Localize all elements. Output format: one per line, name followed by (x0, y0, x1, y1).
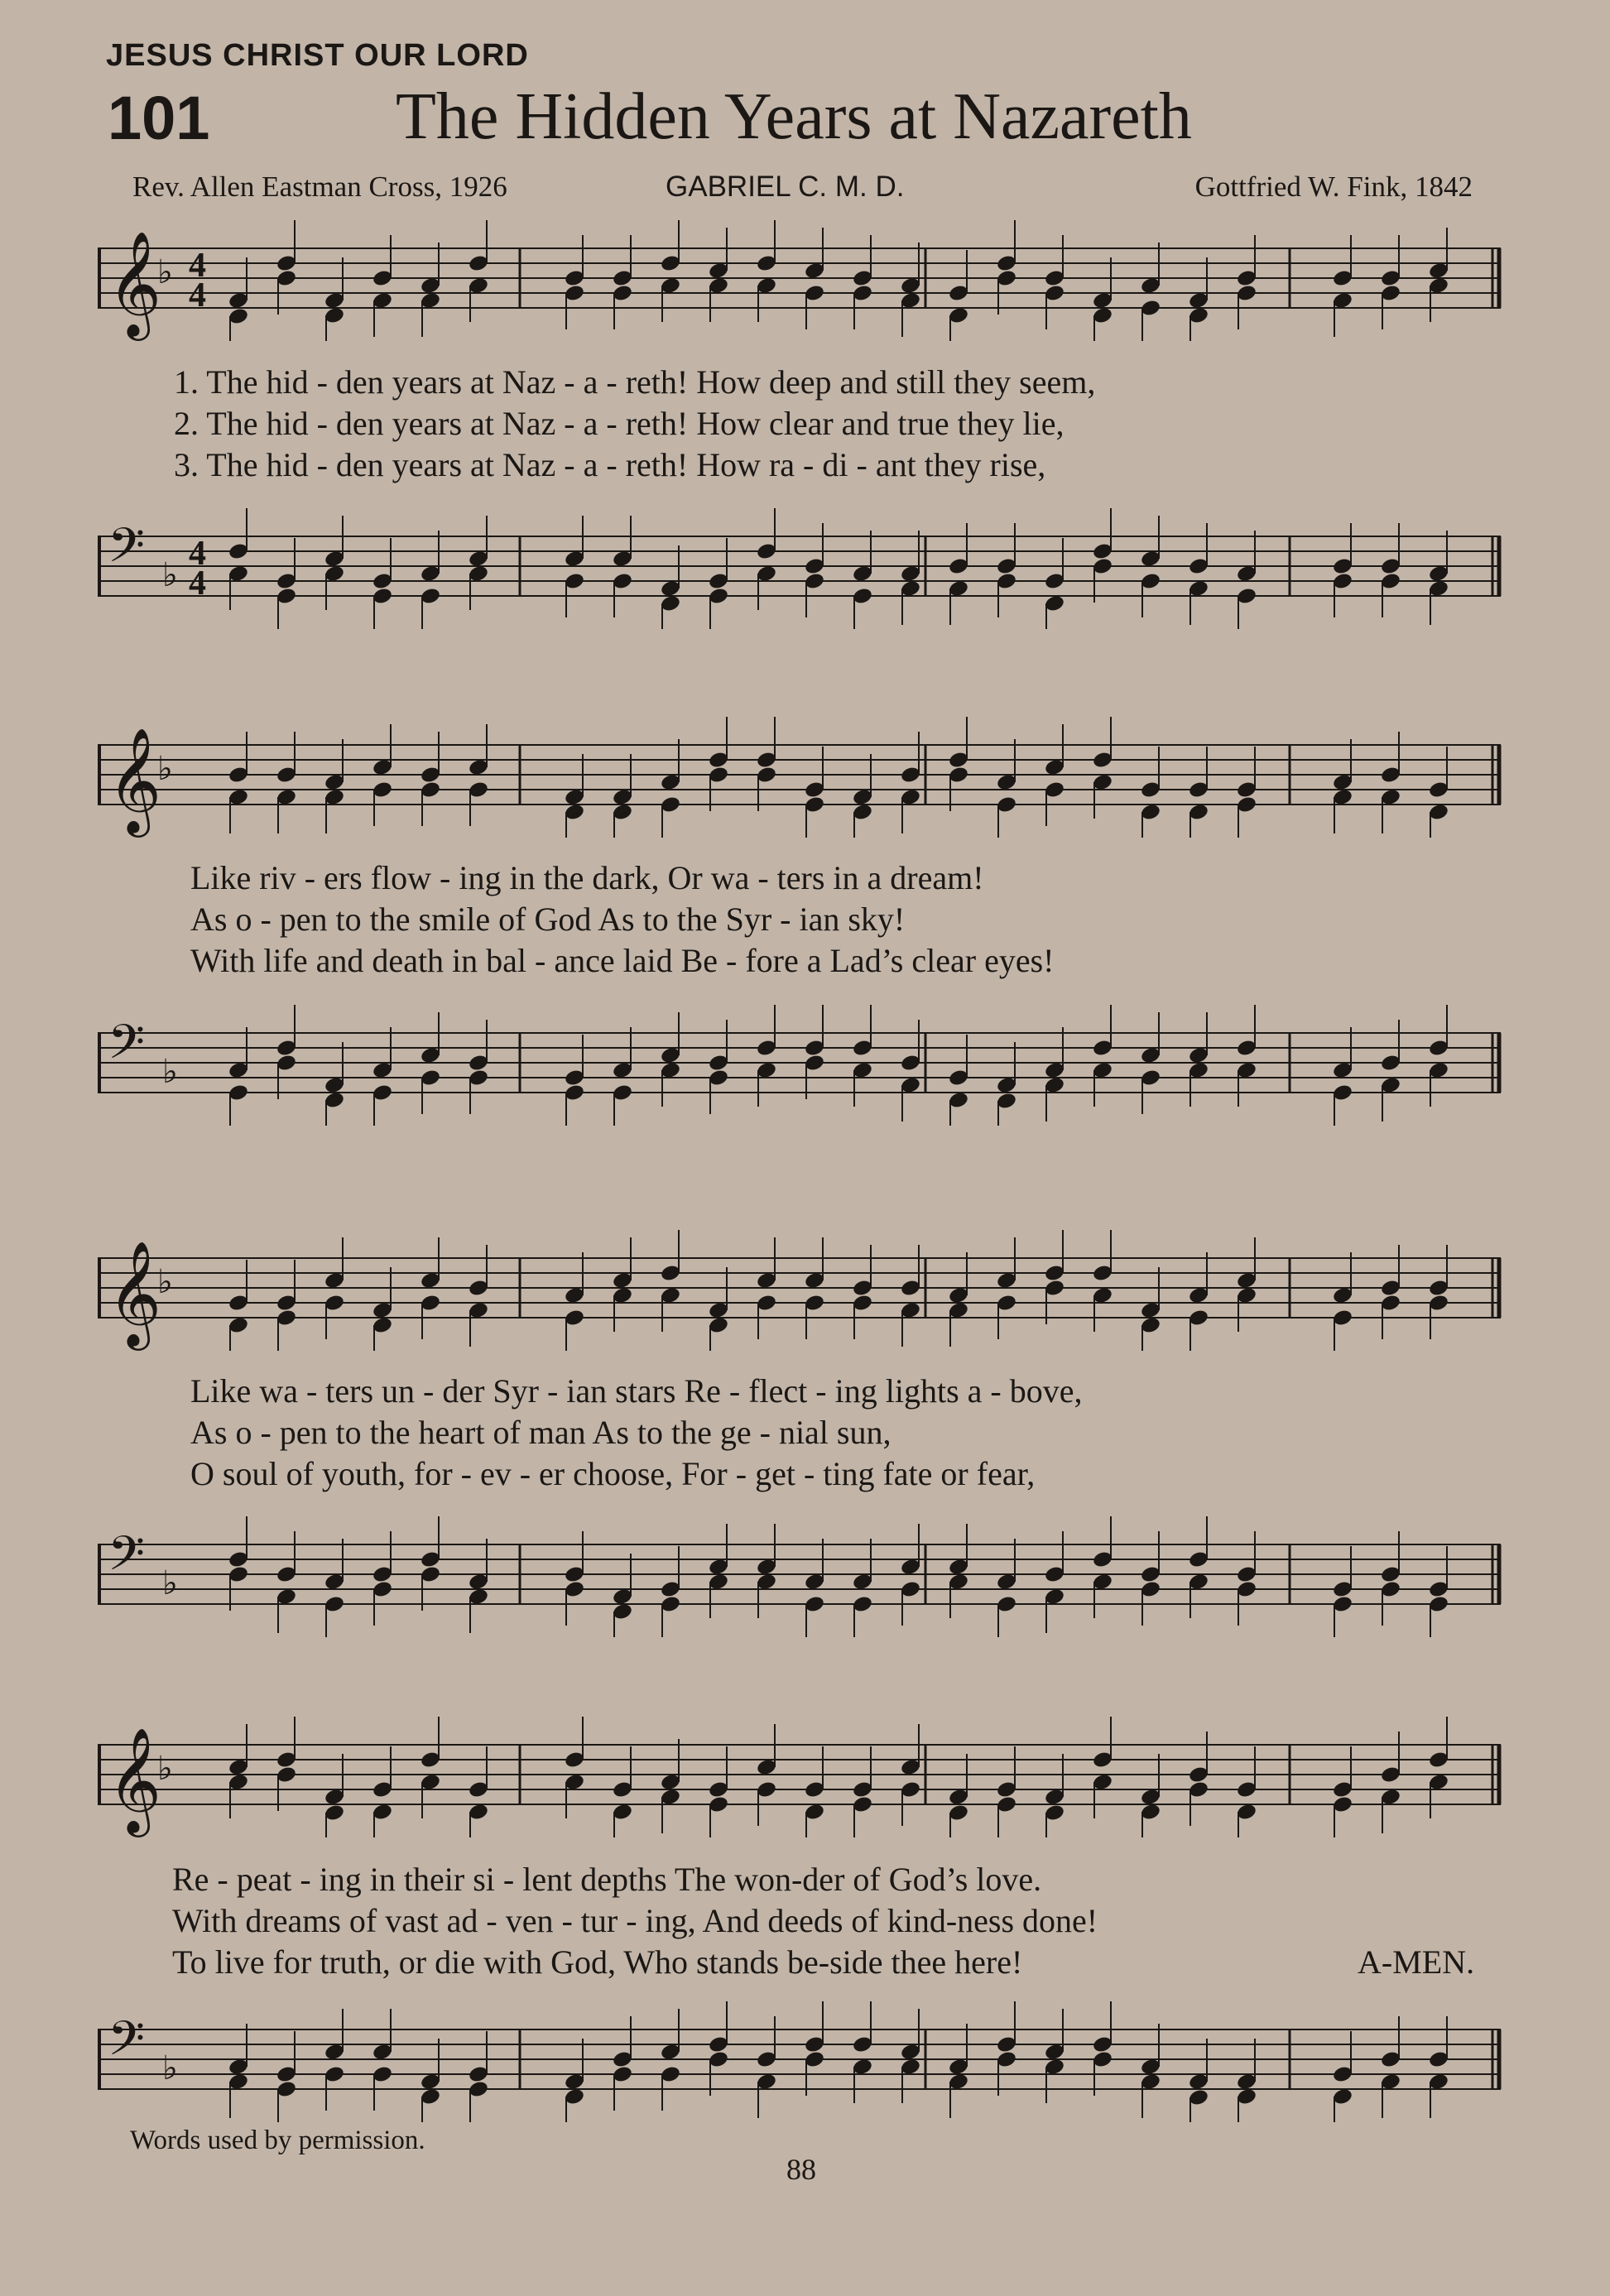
amen-label: A-MEN. (1358, 1943, 1475, 1981)
words-credit: Rev. Allen Eastman Cross, 1926 (132, 171, 507, 203)
lyric-line-4-verse-1: Re - peat - ing in their si - lent depths The won-der of God’s love. (172, 1861, 1042, 1898)
bass-clef-icon: 𝄢 (108, 1014, 146, 1082)
lyric-line-1-verse-2: 2. The hid - den years at Naz - a - reth! How clear and true they lie, (174, 405, 1065, 442)
bass-clef-icon: 𝄢 (108, 517, 146, 585)
tune-name: GABRIEL C. M. D. (666, 171, 905, 203)
bass-clef-icon: 𝄢 (108, 1525, 146, 1593)
treble-clef-icon: 𝄞 (108, 230, 162, 336)
lyric-line-1-verse-1: 1. The hid - den years at Naz - a - reth! How deep and still they seem, (174, 363, 1096, 401)
music-credit: Gottfried W. Fink, 1842 (1194, 171, 1473, 203)
lyric-line-4-verse-3: To live for truth, or die with God, Who stands be-side thee here! (172, 1943, 1023, 1981)
flat-key-signature-icon: ♭ (162, 1564, 178, 1602)
treble-staff-1 (98, 217, 1505, 341)
treble-clef-icon: 𝄞 (108, 1727, 162, 1832)
flat-key-signature-icon: ♭ (162, 1053, 178, 1091)
treble-clef-icon: 𝄞 (108, 1240, 162, 1346)
permission-note: Words used by permission. (130, 2125, 425, 2155)
flat-key-signature-icon: ♭ (157, 750, 173, 788)
treble-staff-3 (98, 1227, 1505, 1351)
flat-key-signature-icon: ♭ (157, 1750, 173, 1788)
music-system-1 (98, 217, 1505, 341)
lyric-line-3-verse-1: Like wa - ters un - der Syr - ian stars Re - flect - ing lights a - bove, (190, 1372, 1083, 1410)
lyric-line-3-verse-2: As o - pen to the heart of man As to the ge - nial sun, (190, 1414, 892, 1451)
treble-staff-4 (98, 1713, 1505, 1837)
bass-clef-icon: 𝄢 (108, 2010, 146, 2078)
bass-staff-4 (98, 1998, 1505, 2122)
flat-key-signature-icon: ♭ (162, 556, 178, 594)
lyric-line-1-verse-3: 3. The hid - den years at Naz - a - reth! How ra - di - ant they rise, (174, 446, 1046, 483)
time-signature-icon: 4 (189, 535, 206, 573)
flat-key-signature-icon: ♭ (157, 253, 173, 291)
flat-key-signature-icon: ♭ (157, 1263, 173, 1301)
lyric-line-4-verse-2: With dreams of vast ad - ven - tur - ing, And deeds of kind-ness done! (172, 1902, 1098, 1939)
bass-staff-2 (98, 1001, 1505, 1126)
lyric-line-2-verse-1: Like riv - ers flow - ing in the dark, Or wa - ters in a dream! (190, 859, 984, 896)
bass-staff-3 (98, 1513, 1505, 1637)
lyric-line-2-verse-3: With life and death in bal - ance laid Be - fore a Lad’s clear eyes! (190, 942, 1055, 979)
treble-staff-2 (98, 713, 1505, 838)
lyric-line-3-verse-3: O soul of youth, for - ev - er choose, For - get - ting fate or fear, (190, 1455, 1036, 1492)
bass-staff-1 (98, 505, 1505, 629)
time-signature-icon: 4 (189, 247, 206, 285)
hymn-number: 101 (108, 84, 210, 152)
page-number: 88 (786, 2153, 816, 2186)
lyric-line-2-verse-2: As o - pen to the smile of God As to the Syr - ian sky! (190, 901, 906, 938)
treble-clef-icon: 𝄞 (108, 727, 162, 833)
hymn-title: The Hidden Years at Nazareth (396, 80, 1192, 153)
section-heading: JESUS CHRIST OUR LORD (106, 38, 529, 73)
time-signature-icon: 4 (189, 564, 206, 603)
flat-key-signature-icon: ♭ (162, 2049, 178, 2087)
time-signature-icon: 4 (189, 276, 206, 315)
